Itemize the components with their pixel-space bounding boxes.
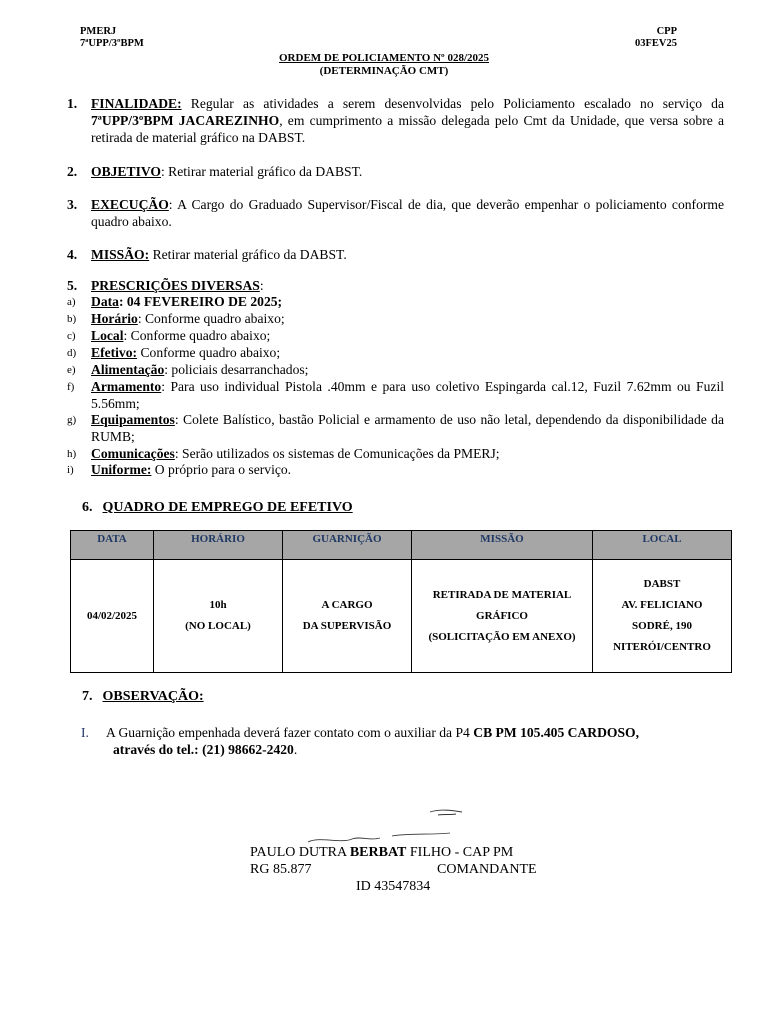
item-letter: c) — [67, 330, 76, 342]
cell-text: SODRÉ, 190 — [632, 620, 692, 632]
section-text: Retirar material gráfico da DABST. — [149, 247, 347, 262]
order-subtitle: (DETERMINAÇÃO CMT) — [319, 65, 449, 77]
section-number: 7. — [82, 689, 93, 704]
section-text: : Retirar material gráfico da DABST. — [160, 164, 363, 179]
section-text-cont: , em cumprimento a missão delegada pelo Cmt da Unidade, que versa sobre a retirada de material gráfico na DABST. — [91, 113, 724, 145]
item-text: O próprio para o serviço. — [151, 462, 292, 477]
header-date: 03FEV25 — [635, 38, 677, 49]
item-label: Uniforme: — [91, 462, 152, 477]
item-text: : Conforme quadro abaixo; — [123, 328, 271, 343]
item-text: : policiais desarranchados; — [164, 362, 309, 377]
header-org: PMERJ — [80, 26, 117, 37]
contact-name: CB PM 105.405 CARDOSO, — [473, 725, 640, 740]
item-label: Local — [91, 328, 124, 343]
cell-text: 04/02/2025 — [86, 609, 138, 622]
section-number: 1. — [67, 96, 78, 111]
document-title — [0, 52, 768, 78]
item-text: Conforme quadro abaixo; — [137, 345, 281, 360]
item-letter: e) — [67, 364, 76, 376]
column-header-guarnicao: GUARNIÇÃO — [283, 531, 412, 560]
cell-text: AV. FELICIANO — [621, 599, 703, 611]
item-label: Horário — [91, 311, 138, 326]
cell-text: 10h — [209, 599, 227, 611]
item-label: Equipamentos — [91, 412, 175, 427]
section-execucao — [67, 196, 724, 230]
column-header-horario: HORÁRIO — [154, 531, 283, 560]
signatory-role: COMANDANTE — [437, 862, 537, 877]
contact-phone: através do tel.: (21) 98662-2420 — [113, 742, 294, 757]
item-label: Alimentação — [91, 362, 165, 377]
list-item — [67, 379, 724, 412]
item-letter: d) — [67, 347, 77, 359]
section-label: MISSÃO: — [91, 247, 150, 262]
section-number: 6. — [82, 500, 93, 515]
section-label: FINALIDADE: — [91, 96, 182, 111]
cell-text: DA SUPERVISÃO — [302, 620, 392, 632]
item-letter: f) — [67, 381, 75, 393]
employment-table — [70, 530, 732, 673]
cell-text: A CARGO — [321, 599, 373, 611]
section-number: 5. — [67, 278, 78, 293]
header-right — [635, 26, 677, 50]
section-text: Regular as atividades a serem desenvolvidas pelo Policiamento escalado no serviço da — [181, 96, 724, 111]
observation-text-end: . — [293, 742, 298, 757]
list-item — [67, 328, 724, 345]
cell-text: GRÁFICO — [476, 609, 528, 622]
unit-name: 7ªUPP/3ºBPM JACAREZINHO — [91, 113, 280, 128]
section-number: 2. — [67, 164, 78, 179]
section-quadro-title — [82, 500, 353, 516]
section-number: 3. — [67, 197, 78, 212]
header-unit: 7ªUPP/3ºBPM — [80, 38, 144, 49]
signatory-rank: FILHO - CAP PM — [406, 845, 514, 860]
cell-missao — [412, 560, 593, 673]
signatory-id: ID 43547834 — [356, 879, 431, 894]
roman-numeral: I. — [81, 725, 89, 740]
signatory-surname: BERBAT — [349, 845, 407, 860]
item-text: : Colete Balístico, bastão Policial e armamento de uso não letal, dependendo da disponibilidade da RUMB; — [91, 412, 724, 444]
cell-text: NITERÓI/CENTRO — [613, 641, 711, 653]
item-text: : Serão utilizados os sistemas de Comunicações da PMERJ; — [174, 446, 500, 461]
section-label: PRESCRIÇÕES DIVERSAS — [91, 278, 260, 293]
table-header-row — [71, 531, 732, 560]
observation-line1 — [106, 724, 724, 741]
table-row — [71, 560, 732, 673]
list-item — [67, 412, 724, 445]
list-item — [67, 311, 724, 328]
item-letter: h) — [67, 448, 77, 460]
item-label: Data — [91, 294, 119, 309]
observation-line2 — [106, 741, 724, 758]
cell-text: DABST — [643, 578, 681, 590]
item-letter: b) — [67, 313, 77, 325]
item-letter: g) — [67, 414, 77, 426]
list-item — [67, 462, 724, 479]
section-finalidade — [67, 95, 724, 146]
cell-text: (SOLICITAÇÃO EM ANEXO) — [428, 630, 576, 643]
column-header-local: LOCAL — [593, 531, 732, 560]
item-letter: i) — [67, 464, 74, 476]
column-header-data: DATA — [71, 531, 154, 560]
cell-horario — [154, 560, 283, 673]
observation-item — [81, 724, 724, 758]
cell-text: (NO LOCAL) — [185, 620, 251, 632]
section-label: QUADRO DE EMPREGO DE EFETIVO — [102, 500, 353, 515]
signatory-name-text: PAULO DUTRA — [250, 845, 350, 860]
observation-text: A Guarnição empenhada deverá fazer contato com o auxiliar da P4 — [106, 725, 474, 740]
list-item — [67, 345, 724, 362]
item-text: : Conforme quadro abaixo; — [137, 311, 285, 326]
section-number: 4. — [67, 247, 78, 262]
item-label: Armamento — [91, 379, 162, 394]
signatory-name — [250, 844, 513, 861]
cell-guarnicao — [283, 560, 412, 673]
column-header-missao: MISSÃO — [412, 531, 593, 560]
list-item — [67, 446, 724, 463]
list-item — [67, 294, 724, 311]
section-label: OBJETIVO — [91, 164, 161, 179]
list-item — [67, 362, 724, 379]
section-label: EXECUÇÃO — [91, 197, 169, 212]
cell-local — [593, 560, 732, 673]
item-label: Efetivo: — [91, 345, 138, 360]
section-colon: : — [259, 278, 264, 293]
item-letter: a) — [67, 296, 76, 308]
cell-data — [71, 560, 154, 673]
section-prescricoes — [67, 277, 724, 294]
header-code: CPP — [656, 26, 677, 37]
item-text: : 04 FEVEREIRO DE 2025; — [118, 294, 283, 309]
order-title: ORDEM DE POLICIAMENTO Nº 028/2025 — [279, 52, 489, 64]
section-objetivo — [67, 163, 724, 180]
signatory-rg: RG 85.877 — [250, 862, 312, 877]
section-observacao-title — [82, 689, 204, 705]
cell-text: RETIRADA DE MATERIAL — [432, 588, 572, 601]
section-missao — [67, 246, 724, 263]
section-text: : A Cargo do Graduado Supervisor/Fiscal de dia, que deverão empenhar o policiamento conforme quadro abaixo. — [91, 197, 724, 229]
item-label: Comunicações — [91, 446, 175, 461]
item-text: : Para uso individual Pistola .40mm e para uso coletivo Espingarda cal.12, Fuzil 7.62mm ou Fuzil 5.56mm; — [91, 379, 724, 411]
section-label: OBSERVAÇÃO: — [102, 689, 204, 704]
header-left — [80, 26, 144, 50]
